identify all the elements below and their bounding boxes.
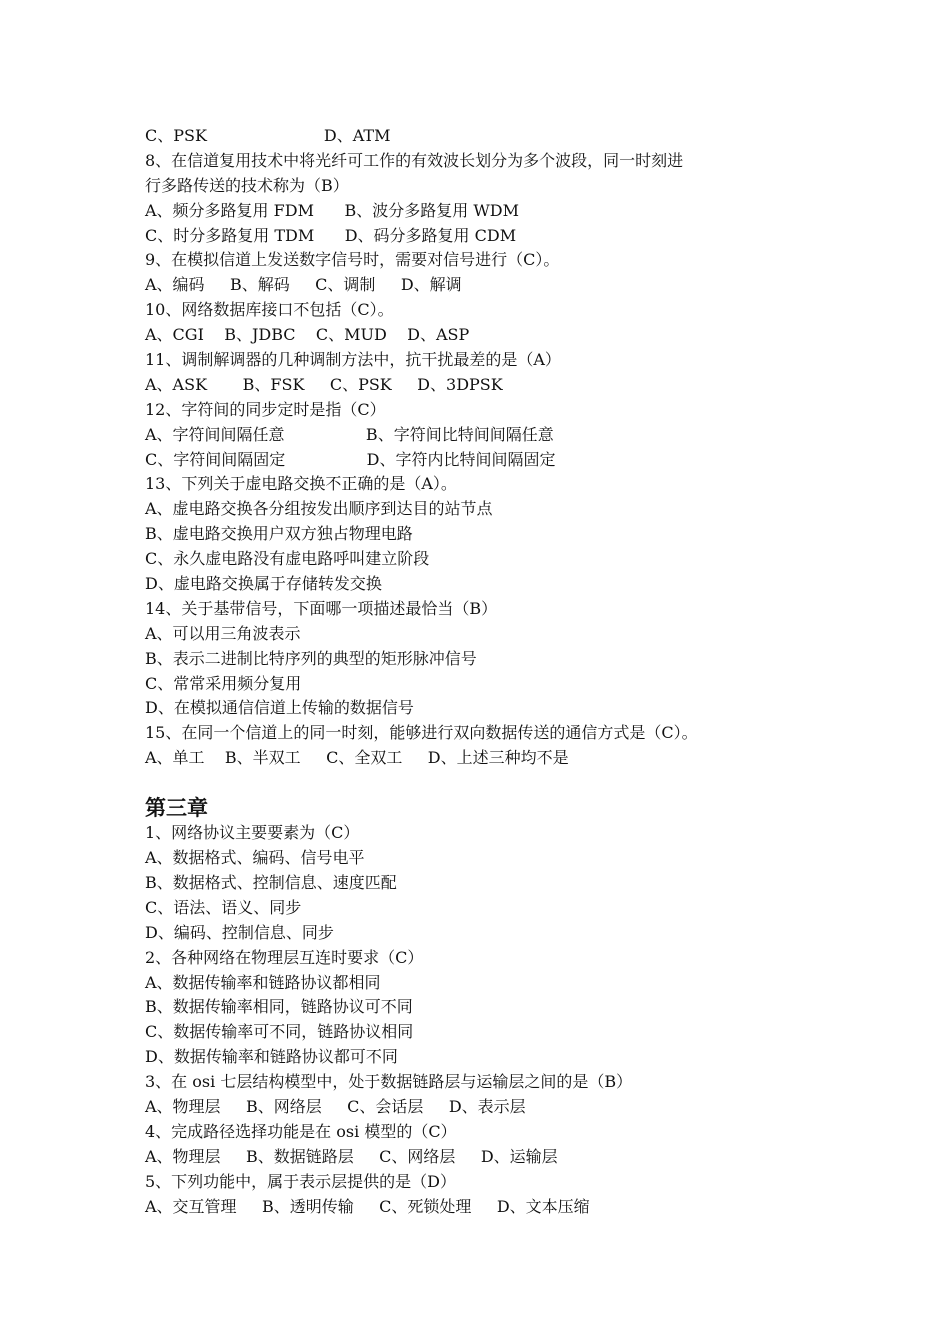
- chapter-heading: 第三章: [145, 796, 208, 821]
- text-line: C、时分多路复用 TDM D、码分多路复用 CDM: [145, 225, 517, 245]
- text-line: A、频分多路复用 FDM B、波分多路复用 WDM: [145, 200, 519, 220]
- text-line: 1、网络协议主要要素为（C）: [145, 823, 360, 843]
- text-line: D、编码、控制信息、同步: [145, 922, 334, 942]
- text-line: A、数据传输率和链路协议都相同: [145, 972, 381, 992]
- spacer: [145, 771, 825, 795]
- text-line: 9、在模拟信道上发送数字信号时，需要对信号进行（C）。: [145, 250, 560, 270]
- text-line: B、表示二进制比特序列的典型的矩形脉冲信号: [145, 648, 477, 668]
- text-line: A、CGI B、JDBC C、MUD D、ASP: [145, 325, 470, 345]
- text-line: 10、网络数据库接口不包括（C）。: [145, 300, 394, 320]
- text-line: A、编码 B、解码 C、调制 D、解调: [145, 275, 462, 295]
- text-line: B、虚电路交换用户双方独占物理电路: [145, 524, 413, 544]
- text-line: 14、关于基带信号，下面哪一项描述最恰当（B）: [145, 598, 498, 618]
- text-line: D、虚电路交换属于存储转发交换: [145, 574, 382, 594]
- text-line: 4、完成路径选择功能是在 osi 模型的（C）: [145, 1121, 457, 1141]
- text-line: B、数据格式、控制信息、速度匹配: [145, 872, 397, 892]
- text-line: 行多路传送的技术称为（B）: [145, 175, 349, 195]
- text-line: A、单工 B、半双工 C、全双工 D、上述三种均不是: [145, 748, 569, 768]
- text-line: 12、字符间的同步定时是指（C）: [145, 399, 386, 419]
- text-line: 8、在信道复用技术中将光纤可工作的有效波长划分为多个波段，同一时刻进: [145, 150, 684, 170]
- text-line: A、可以用三角波表示: [145, 623, 301, 643]
- text-line: D、在模拟通信信道上传输的数据信号: [145, 698, 414, 718]
- text-line: 15、在同一个信道上的同一时刻，能够进行双向数据传送的通信方式是（C）。: [145, 723, 698, 743]
- text-line: A、交互管理 B、透明传输 C、死锁处理 D、文本压缩: [145, 1196, 590, 1216]
- text-line: D、数据传输率和链路协议都可不同: [145, 1047, 398, 1067]
- text-line: 13、下列关于虚电路交换不正确的是（A）。: [145, 474, 457, 494]
- text-line: 3、在 osi 七层结构模型中，处于数据链路层与运输层之间的是（B）: [145, 1072, 633, 1092]
- text-line: A、字符间间隔任意 B、字符间比特间间隔任意: [145, 424, 554, 444]
- text-line: C、永久虚电路没有虚电路呼叫建立阶段: [145, 549, 430, 569]
- document-page: [145, 124, 825, 1219]
- text-line: 5、下列功能中，属于表示层提供的是（D）: [145, 1171, 457, 1191]
- text-line: B、数据传输率相同，链路协议可不同: [145, 997, 413, 1017]
- text-line: A、虚电路交换各分组按发出顺序到达目的站节点: [145, 499, 493, 519]
- text-line: 11、调制解调器的几种调制方法中，抗干扰最差的是（A）: [145, 350, 561, 370]
- text-line: C、PSK D、ATM: [145, 126, 391, 145]
- text-line: A、数据格式、编码、信号电平: [145, 848, 365, 868]
- text-line: C、数据传输率可不同，链路协议相同: [145, 1022, 414, 1042]
- text-line: A、ASK B、FSK C、PSK D、3DPSK: [145, 374, 503, 394]
- text-line: A、物理层 B、网络层 C、会话层 D、表示层: [145, 1096, 526, 1116]
- text-line: C、字符间间隔固定 D、字符内比特间间隔固定: [145, 449, 556, 469]
- text-line: A、物理层 B、数据链路层 C、网络层 D、运输层: [145, 1146, 558, 1166]
- text-line: C、语法、语义、同步: [145, 897, 302, 917]
- text-line: 2、各种网络在物理层互连时要求（C）: [145, 947, 424, 967]
- text-line: C、常常采用频分复用: [145, 673, 302, 693]
